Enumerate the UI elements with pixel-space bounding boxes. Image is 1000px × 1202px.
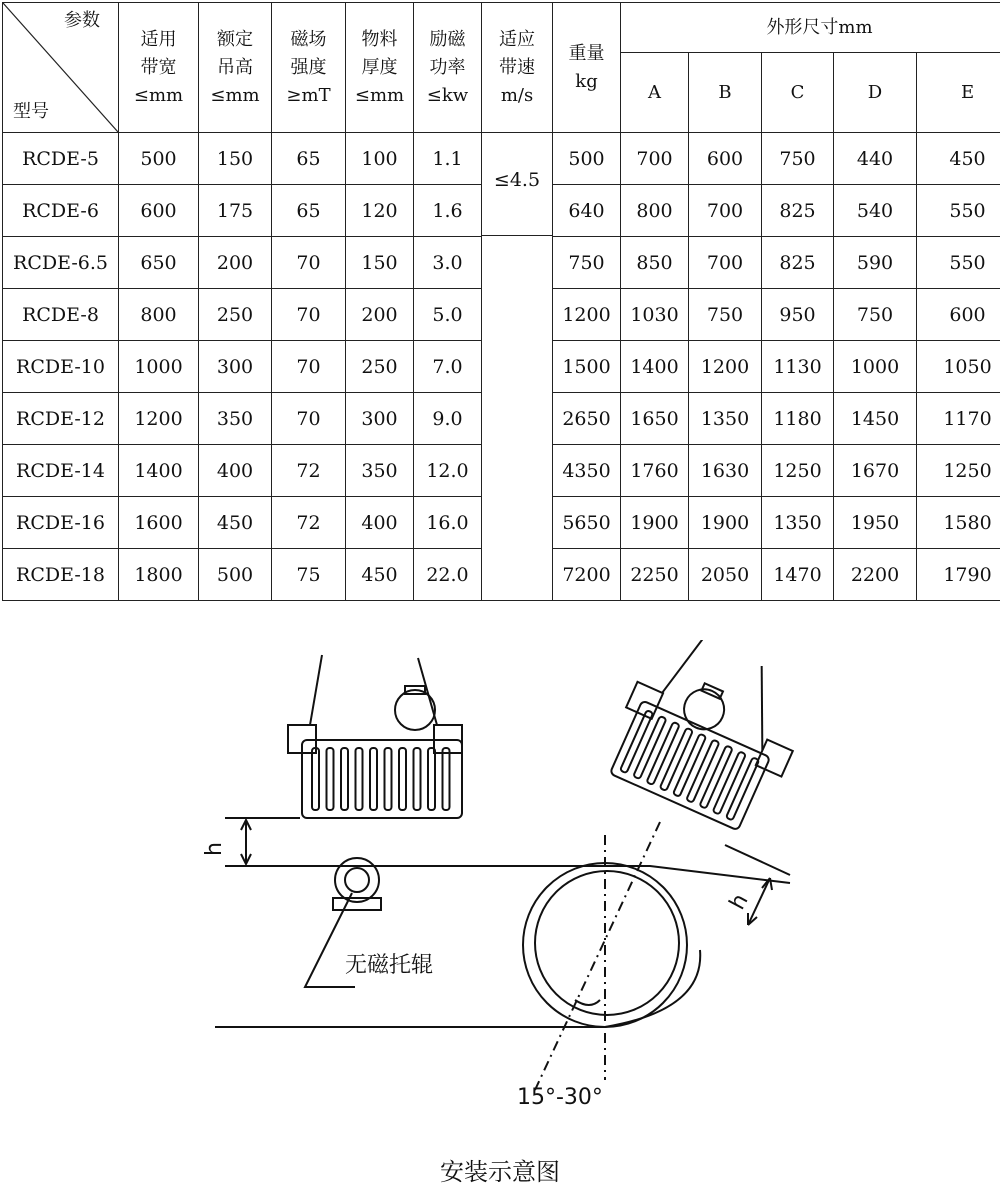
cell-hang-height: 300 bbox=[199, 341, 272, 393]
cell-field-strength: 72 bbox=[272, 445, 346, 497]
cell-power: 9.0 bbox=[414, 393, 482, 445]
cell-dim-b: 1200 bbox=[689, 341, 762, 393]
cell-dim-e: 1580 bbox=[917, 497, 1000, 549]
cell-weight: 500 bbox=[553, 133, 621, 185]
cell-hang-height: 200 bbox=[199, 237, 272, 289]
cell-dim-b: 1350 bbox=[689, 393, 762, 445]
cell-dim-c: 1470 bbox=[762, 549, 834, 601]
magnet-fin bbox=[385, 748, 392, 810]
table-row bbox=[3, 133, 1000, 185]
cell-material-thickness: 150 bbox=[346, 237, 414, 289]
cell-field-strength: 70 bbox=[272, 237, 346, 289]
magnet-fin bbox=[327, 748, 334, 810]
cell-model: RCDE-6 bbox=[3, 185, 119, 237]
cell-model: RCDE-8 bbox=[3, 289, 119, 341]
cell-dim-a: 850 bbox=[621, 237, 689, 289]
cell-dim-e: 550 bbox=[917, 237, 1000, 289]
right-magnet-fins bbox=[620, 710, 759, 820]
cell-model: RCDE-12 bbox=[3, 393, 119, 445]
cell-belt-speed bbox=[482, 133, 553, 601]
idler-roller-base bbox=[333, 898, 381, 910]
cell-material-thickness: 200 bbox=[346, 289, 414, 341]
cell-weight: 750 bbox=[553, 237, 621, 289]
right-h-label: h bbox=[724, 889, 754, 914]
cell-weight: 4350 bbox=[553, 445, 621, 497]
cell-dim-c: 750 bbox=[762, 133, 834, 185]
cell-hang-height: 500 bbox=[199, 549, 272, 601]
cell-dim-b: 750 bbox=[689, 289, 762, 341]
cell-model: RCDE-6.5 bbox=[3, 237, 119, 289]
header-dimensions-group: 外形尺寸mm bbox=[621, 3, 1000, 53]
cell-hang-height: 450 bbox=[199, 497, 272, 549]
cell-power: 22.0 bbox=[414, 549, 482, 601]
cell-power: 7.0 bbox=[414, 341, 482, 393]
cell-belt-width: 1000 bbox=[119, 341, 199, 393]
cell-material-thickness: 120 bbox=[346, 185, 414, 237]
right-magnet-chain-2 bbox=[730, 666, 793, 751]
header-field-strength: 磁场 强度 ≥mT bbox=[272, 3, 346, 133]
spec-table bbox=[2, 2, 1000, 601]
cell-belt-width: 1600 bbox=[119, 497, 199, 549]
cell-field-strength: 65 bbox=[272, 133, 346, 185]
header-belt-speed: 适应 带速 m/s bbox=[482, 3, 553, 133]
cell-dim-c: 1130 bbox=[762, 341, 834, 393]
cell-power: 1.6 bbox=[414, 185, 482, 237]
cell-hang-height: 400 bbox=[199, 445, 272, 497]
cell-field-strength: 75 bbox=[272, 549, 346, 601]
cell-belt-width: 800 bbox=[119, 289, 199, 341]
cell-model: RCDE-16 bbox=[3, 497, 119, 549]
cell-dim-a: 1400 bbox=[621, 341, 689, 393]
cell-field-strength: 70 bbox=[272, 393, 346, 445]
head-pulley-inner bbox=[535, 871, 679, 1015]
cell-hang-height: 250 bbox=[199, 289, 272, 341]
cell-dim-d: 1450 bbox=[834, 393, 917, 445]
magnet-fin bbox=[356, 748, 363, 810]
cell-weight: 7200 bbox=[553, 549, 621, 601]
header-power: 励磁 功率 ≤kw bbox=[414, 3, 482, 133]
cell-power: 5.0 bbox=[414, 289, 482, 341]
speed-value: ≤4.5 bbox=[493, 169, 541, 191]
cell-dim-a: 1650 bbox=[621, 393, 689, 445]
cell-model: RCDE-10 bbox=[3, 341, 119, 393]
corner-model-label: 型号 bbox=[13, 101, 49, 122]
header-corner bbox=[3, 3, 119, 133]
cell-dim-c: 1180 bbox=[762, 393, 834, 445]
cell-dim-c: 1250 bbox=[762, 445, 834, 497]
cell-dim-d: 590 bbox=[834, 237, 917, 289]
cell-belt-width: 1400 bbox=[119, 445, 199, 497]
magnet-fin bbox=[414, 748, 421, 810]
header-dim-a: A bbox=[621, 53, 689, 133]
left-magnet-junction-box bbox=[395, 690, 435, 730]
cell-dim-b: 1900 bbox=[689, 497, 762, 549]
cell-material-thickness: 250 bbox=[346, 341, 414, 393]
cell-dim-d: 440 bbox=[834, 133, 917, 185]
header-dim-d: D bbox=[834, 53, 917, 133]
cell-dim-d: 750 bbox=[834, 289, 917, 341]
idler-roller-outer bbox=[335, 858, 379, 902]
cell-dim-c: 825 bbox=[762, 237, 834, 289]
cell-dim-e: 1250 bbox=[917, 445, 1000, 497]
magnet-fin bbox=[341, 748, 348, 810]
cell-material-thickness: 450 bbox=[346, 549, 414, 601]
cell-dim-d: 1950 bbox=[834, 497, 917, 549]
cell-belt-width: 1200 bbox=[119, 393, 199, 445]
cell-dim-a: 1900 bbox=[621, 497, 689, 549]
header-hang-height: 额定 吊高 ≤mm bbox=[199, 3, 272, 133]
cell-weight: 1200 bbox=[553, 289, 621, 341]
cell-dim-e: 600 bbox=[917, 289, 1000, 341]
cell-dim-b: 1630 bbox=[689, 445, 762, 497]
cell-dim-d: 1670 bbox=[834, 445, 917, 497]
cell-dim-d: 1000 bbox=[834, 341, 917, 393]
cell-dim-e: 1790 bbox=[917, 549, 1000, 601]
magnet-fin bbox=[443, 748, 450, 810]
cell-dim-a: 1760 bbox=[621, 445, 689, 497]
cell-power: 3.0 bbox=[414, 237, 482, 289]
header-dim-b: B bbox=[689, 53, 762, 133]
cell-weight: 2650 bbox=[553, 393, 621, 445]
cell-dim-a: 700 bbox=[621, 133, 689, 185]
cell-field-strength: 70 bbox=[272, 341, 346, 393]
corner-param-label: 参数 bbox=[64, 10, 100, 31]
magnet-fin bbox=[312, 748, 319, 810]
cell-dim-c: 1350 bbox=[762, 497, 834, 549]
angle-label: 15°-30° bbox=[517, 1085, 603, 1110]
left-magnet-chain-1 bbox=[310, 655, 322, 725]
cell-dim-a: 2250 bbox=[621, 549, 689, 601]
cell-weight: 5650 bbox=[553, 497, 621, 549]
cell-belt-width: 650 bbox=[119, 237, 199, 289]
cell-hang-height: 175 bbox=[199, 185, 272, 237]
cell-dim-e: 1170 bbox=[917, 393, 1000, 445]
right-magnet-body bbox=[610, 700, 770, 830]
cell-material-thickness: 400 bbox=[346, 497, 414, 549]
cell-dim-c: 825 bbox=[762, 185, 834, 237]
cell-power: 16.0 bbox=[414, 497, 482, 549]
cell-model: RCDE-14 bbox=[3, 445, 119, 497]
installation-diagram bbox=[0, 640, 1000, 1110]
cell-weight: 1500 bbox=[553, 341, 621, 393]
cell-field-strength: 72 bbox=[272, 497, 346, 549]
cell-belt-width: 500 bbox=[119, 133, 199, 185]
right-magnet bbox=[599, 640, 819, 838]
cell-dim-e: 550 bbox=[917, 185, 1000, 237]
magnet-fin bbox=[428, 748, 435, 810]
diagram-caption: 安装示意图 bbox=[440, 1158, 560, 1186]
pulley-angle-line bbox=[535, 822, 660, 1090]
header-belt-width: 适用 带宽 ≤mm bbox=[119, 3, 199, 133]
cell-dim-e: 1050 bbox=[917, 341, 1000, 393]
header-weight: 重量 kg bbox=[553, 3, 621, 133]
roller-label: 无磁托辊 bbox=[345, 953, 434, 978]
magnet-fin bbox=[399, 748, 406, 810]
cell-material-thickness: 100 bbox=[346, 133, 414, 185]
cell-dim-a: 800 bbox=[621, 185, 689, 237]
cell-hang-height: 350 bbox=[199, 393, 272, 445]
cell-weight: 640 bbox=[553, 185, 621, 237]
cell-dim-e: 450 bbox=[917, 133, 1000, 185]
cell-dim-b: 600 bbox=[689, 133, 762, 185]
cell-dim-d: 2200 bbox=[834, 549, 917, 601]
cell-dim-c: 950 bbox=[762, 289, 834, 341]
left-h-label: h bbox=[202, 842, 227, 856]
cell-material-thickness: 350 bbox=[346, 445, 414, 497]
idler-roller-inner bbox=[345, 868, 369, 892]
cell-dim-a: 1030 bbox=[621, 289, 689, 341]
magnet-fin bbox=[370, 748, 377, 810]
left-magnet-fins bbox=[312, 748, 450, 810]
cell-dim-b: 2050 bbox=[689, 549, 762, 601]
header-dim-c: C bbox=[762, 53, 834, 133]
cell-dim-b: 700 bbox=[689, 185, 762, 237]
cell-model: RCDE-18 bbox=[3, 549, 119, 601]
cell-hang-height: 150 bbox=[199, 133, 272, 185]
cell-model: RCDE-5 bbox=[3, 133, 119, 185]
cell-field-strength: 65 bbox=[272, 185, 346, 237]
cell-belt-width: 1800 bbox=[119, 549, 199, 601]
angle-arc bbox=[575, 1000, 600, 1005]
cell-power: 12.0 bbox=[414, 445, 482, 497]
header-material-thickness: 物料 厚度 ≤mm bbox=[346, 3, 414, 133]
cell-field-strength: 70 bbox=[272, 289, 346, 341]
cell-material-thickness: 300 bbox=[346, 393, 414, 445]
right-h-extension bbox=[725, 845, 790, 875]
header-dim-e: E bbox=[917, 53, 1000, 133]
cell-belt-width: 600 bbox=[119, 185, 199, 237]
cell-dim-b: 700 bbox=[689, 237, 762, 289]
cell-power: 1.1 bbox=[414, 133, 482, 185]
cell-dim-d: 540 bbox=[834, 185, 917, 237]
